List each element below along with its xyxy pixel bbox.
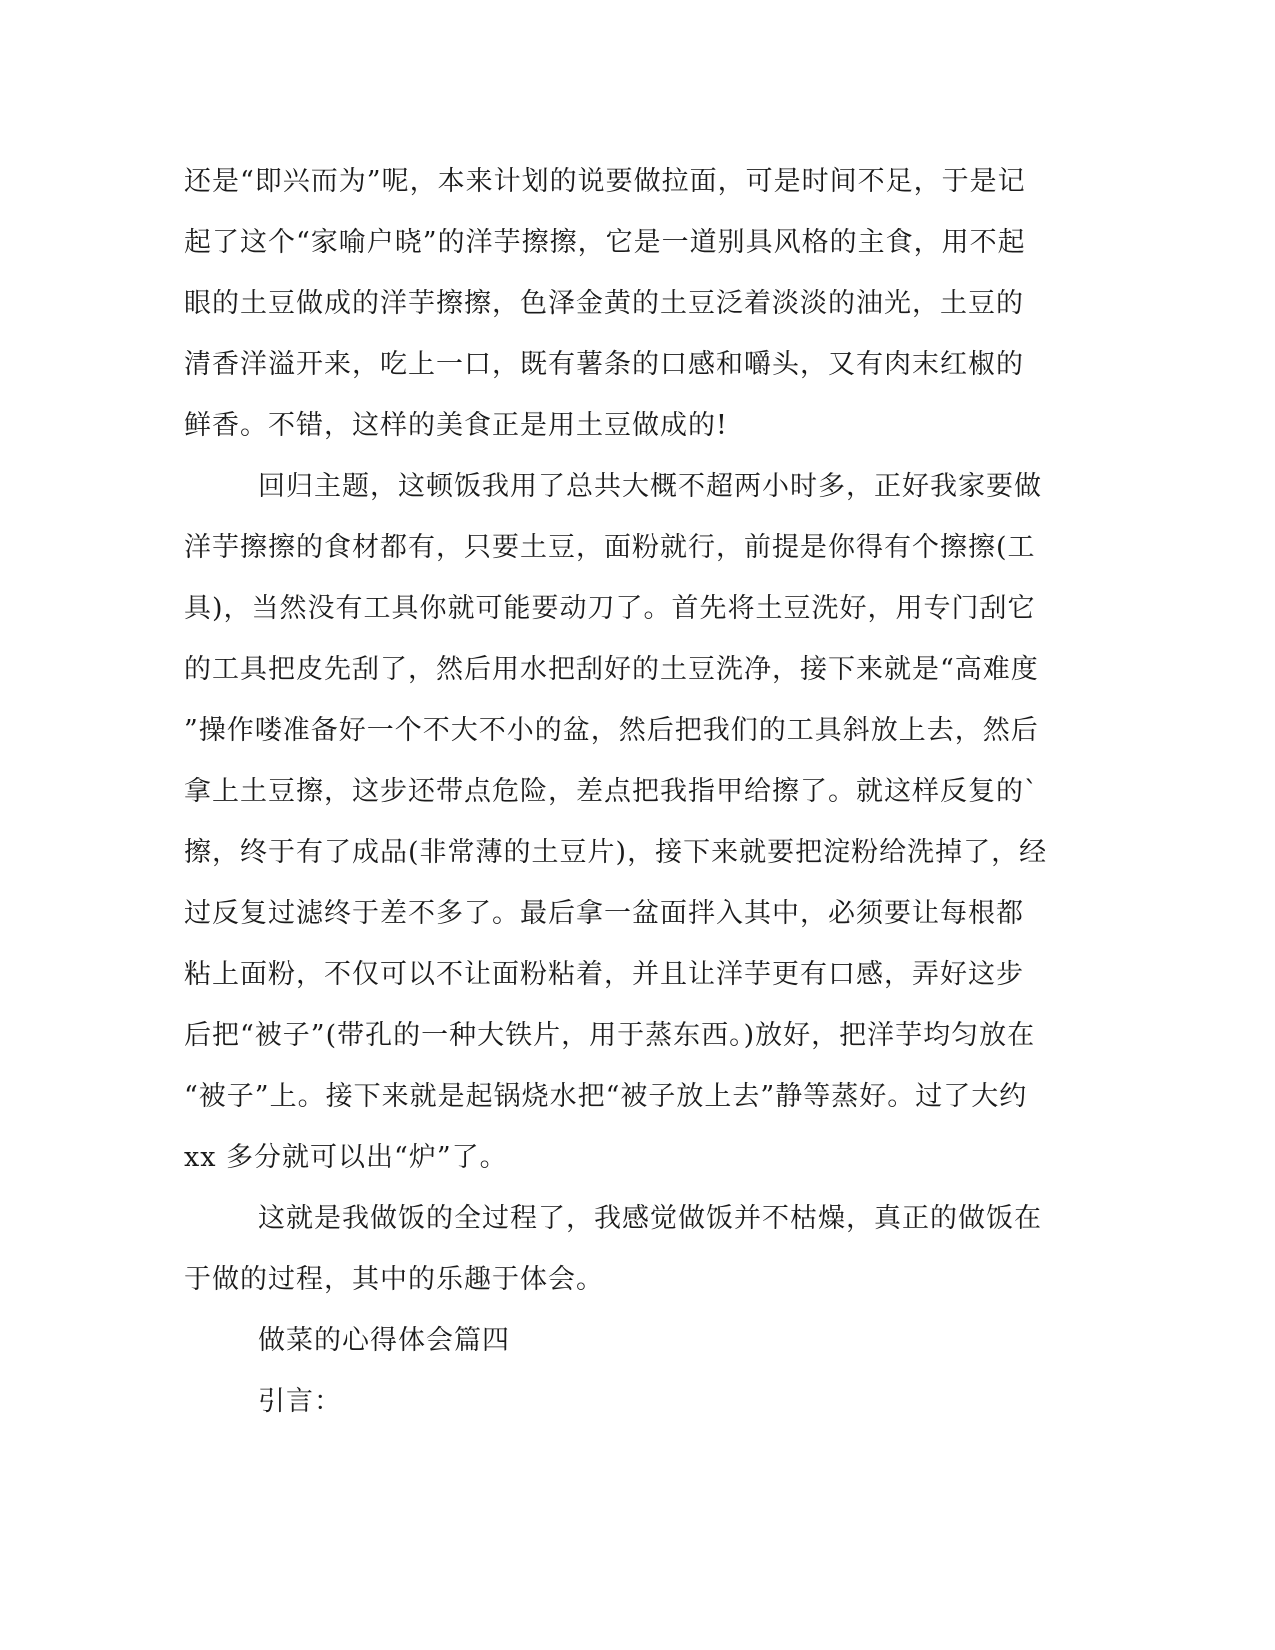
paragraph-line: 具)，当然没有工具你就可能要动刀了。首先将土豆洗好，用专门刮它	[184, 593, 1036, 624]
paragraph-line: 于做的过程，其中的乐趣于体会。	[184, 1264, 604, 1295]
section-label: 引言：	[258, 1386, 342, 1417]
paragraph-line: 清香洋溢开来，吃上一口，既有薯条的口感和嚼头，又有肉末红椒的	[184, 349, 1024, 380]
paragraph-line: 后把“被子”(带孔的一种大铁片，用于蒸东西。)放好，把洋芋均匀放在	[184, 1020, 1036, 1051]
paragraph-line: 这就是我做饭的全过程了，我感觉做饭并不枯燥，真正的做饭在	[258, 1203, 1042, 1234]
paragraph-line: 拿上土豆擦，这步还带点危险，差点把我指甲给擦了。就这样反复的`	[184, 776, 1039, 807]
paragraph-line: 起了这个“家喻户晓”的洋芋擦擦，它是一道别具风格的主食，用不起	[184, 227, 1026, 258]
paragraph-line: 洋芋擦擦的食材都有，只要土豆，面粉就行，前提是你得有个擦擦(工	[184, 532, 1036, 563]
paragraph-line: xx 多分就可以出“炉”了。	[184, 1142, 508, 1173]
paragraph-line: “被子”上。接下来就是起锅烧水把“被子放上去”静等蒸好。过了大约	[184, 1081, 1028, 1112]
paragraph-line: 眼的土豆做成的洋芋擦擦，色泽金黄的土豆泛着淡淡的油光，土豆的	[184, 288, 1024, 319]
paragraph-line: 鲜香。不错，这样的美食正是用土豆做成的!	[184, 410, 728, 441]
document-body	[184, 160, 1064, 1441]
paragraph-line: ”操作喽准备好一个不大不小的盆，然后把我们的工具斜放上去，然后	[184, 715, 1039, 746]
paragraph-line: 过反复过滤终于差不多了。最后拿一盆面拌入其中，必须要让每根都	[184, 898, 1024, 929]
paragraph-line: 还是“即兴而为”呢，本来计划的说要做拉面，可是时间不足，于是记	[184, 166, 1026, 197]
paragraph-line: 擦，终于有了成品(非常薄的土豆片)，接下来就要把淀粉给洗掉了，经	[184, 837, 1048, 868]
paragraph-line: 的工具把皮先刮了，然后用水把刮好的土豆洗净，接下来就是“高难度	[184, 654, 1039, 685]
paragraph-line: 粘上面粉，不仅可以不让面粉粘着，并且让洋芋更有口感，弄好这步	[184, 959, 1024, 990]
section-heading: 做菜的心得体会篇四	[258, 1325, 510, 1356]
paragraph-line: 回归主题，这顿饭我用了总共大概不超两小时多，正好我家要做	[258, 471, 1042, 502]
